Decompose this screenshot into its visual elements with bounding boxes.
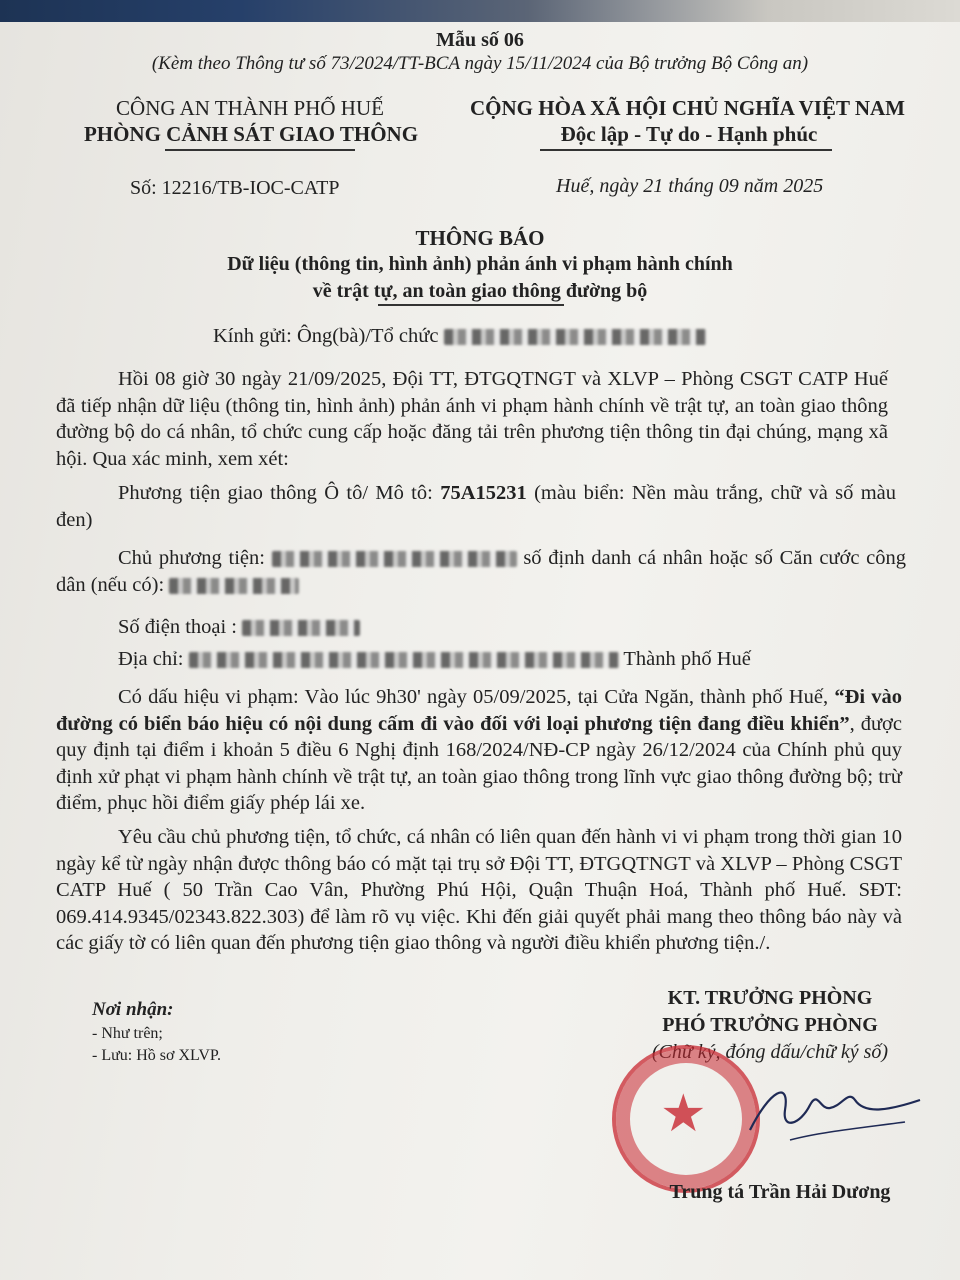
desk-edge [0, 0, 960, 22]
redacted-address [189, 652, 619, 668]
address-label: Địa chỉ: [118, 648, 184, 670]
violation-legal-basis: , được quy định tại điểm i khoản 5 điều 6 Nghị định 168/2024/NĐ-CP ngày 26/12/2024 của Chính phủ quy định xử phạt vi phạm hành chính về trật tự, an toàn giao thông trong lĩnh vực giao thông đường bộ; trừ điểm, phục hồi điểm giấy phép lái xe. [56, 712, 902, 814]
stamp-star-icon: ★ [660, 1086, 707, 1143]
violation-paragraph [56, 684, 902, 817]
document-number: Số: 12216/TB-IOC-CATP [130, 177, 340, 199]
nation-line1: CỘNG HÒA XÃ HỘI CHỦ NGHĨA VIỆT NAM [469, 96, 906, 120]
phone-label: Số điện thoại : [118, 616, 238, 638]
signer-title-1: KT. TRƯỞNG PHÒNG [667, 987, 873, 1009]
request-paragraph: Yêu cầu chủ phương tiện, tổ chức, cá nhân có liên quan đến hành vi vi phạm trong thời gian 10 ngày kể từ ngày nhận được thông báo có mặt tại trụ sở Đội TT, ĐTGQTNGT và XLVP – Phòng CSGT CATP Huế ( 50 Trần Cao Vân, Phường Phú Hội, Quận Thuận Hoá, Thành phố Huế. SĐT: 069.414.9345/02343.822.303) để làm rõ vụ việc. Khi đến giải quyết phải mang theo thông báo này và các giấy tờ có liên quan đến phương tiện giao thông và người điều khiển phương tiện./. [56, 826, 902, 954]
doc-subtitle-2: về trật tự, an toàn giao thông đường bộ [312, 280, 648, 302]
nation-underline [540, 149, 832, 151]
recipients-heading: Nơi nhận: [92, 999, 174, 1020]
form-number: Mẫu số 06 [436, 29, 524, 51]
license-plate: 75A15231 [440, 482, 527, 504]
owner-paragraph [56, 545, 906, 598]
recipient-item-1: - Như trên; [92, 1025, 163, 1042]
redacted-owner-id [169, 578, 299, 594]
violation-intro: Có dấu hiệu vi phạm: Vào lúc 9h30' ngày 05/09/2025, tại Cửa Ngăn, thành phố Huế, [118, 686, 829, 708]
redacted-owner-name [272, 551, 517, 567]
address-line [118, 646, 878, 673]
recipient-label: Kính gửi: Ông(bà)/Tổ chức [213, 325, 439, 347]
signer-name: Trung tá Trần Hải Dương [669, 1181, 891, 1203]
nation-line2: Độc lập - Tự do - Hạnh phúc [560, 122, 818, 146]
handwritten-signature [730, 1070, 930, 1160]
subtitle-underline [378, 304, 564, 306]
agency-line2: PHÒNG CẢNH SÁT GIAO THÔNG [83, 122, 419, 146]
form-reference: (Kèm theo Thông tư số 73/2024/TT-BCA ngày 15/11/2024 của Bộ trưởng Bộ Công an) [151, 53, 809, 74]
redacted-recipient [444, 329, 706, 345]
violation-description: “Đi vào đường có biển báo hiệu có nội dung cấm đi vào đối với loại phương tiện đang điều khiển” [56, 686, 902, 735]
doc-title: THÔNG BÁO [415, 226, 545, 250]
vehicle-paragraph [56, 480, 896, 533]
phone-line [118, 614, 818, 641]
recipient-item-2: - Lưu: Hồ sơ XLVP. [92, 1047, 221, 1064]
address-city: Thành phố Huế [623, 648, 751, 670]
doc-subtitle-1: Dữ liệu (thông tin, hình ảnh) phản ánh vi phạm hành chính [227, 253, 733, 275]
plate-color: (màu biển: Nền màu trắng, chữ và số màu đen) [56, 482, 897, 531]
agency-underline [165, 149, 355, 151]
signer-title-2: PHÓ TRƯỞNG PHÒNG [662, 1014, 878, 1036]
agency-line1: CÔNG AN THÀNH PHỐ HUẾ [116, 96, 384, 120]
intro-paragraph: Hồi 08 giờ 30 ngày 21/09/2025, Đội TT, ĐTGQTNGT và XLVP – Phòng CSGT CATP Huế đã tiếp nhận dữ liệu (thông tin, hình ảnh) phản ánh vi phạm hành chính về trật tự, an toàn giao thông đường bộ do cá nhân, tổ chức cung cấp hoặc đăng tải trên phương tiện thông tin đại chúng, mạng xã hội. Qua xác minh, xem xét: [56, 368, 888, 470]
recipient-line [213, 324, 706, 348]
signature-note: (Chữ ký, đóng dấu/chữ ký số) [651, 1041, 889, 1063]
owner-id-label: số định danh cá nhân hoặc số Căn cước công dân (nếu có): [56, 547, 907, 596]
vehicle-label: Phương tiện giao thông Ô tô/ Mô tô: [118, 482, 433, 504]
owner-label: Chủ phương tiện: [118, 547, 265, 569]
document-date: Huế, ngày 21 tháng 09 năm 2025 [556, 175, 824, 197]
redacted-phone [242, 620, 360, 636]
